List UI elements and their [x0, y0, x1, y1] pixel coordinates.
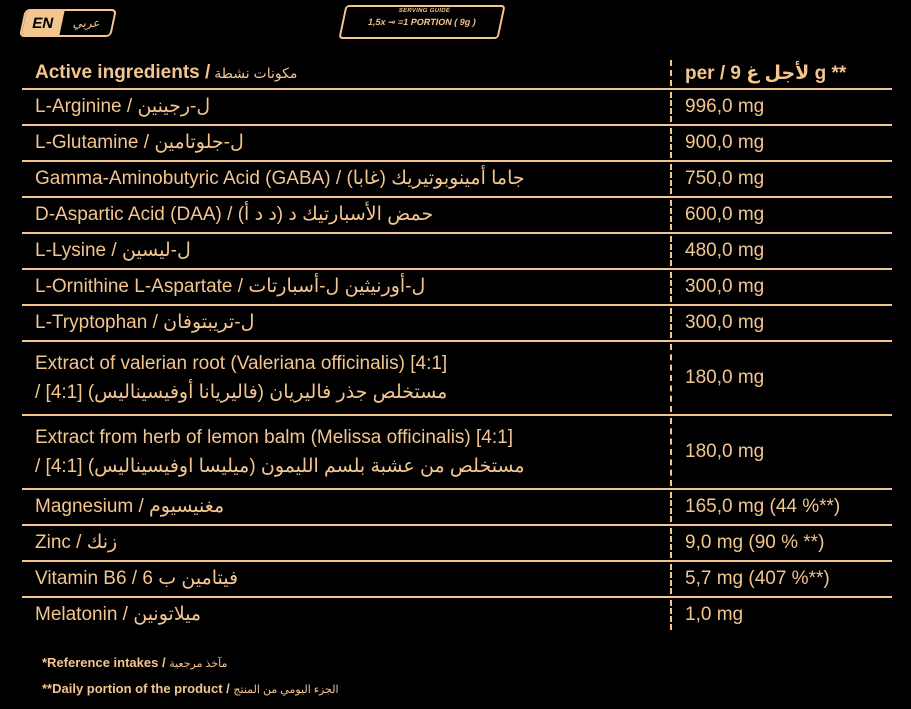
table-header [22, 58, 892, 90]
header-name-ar: مكونات نشطة [214, 65, 298, 81]
column-divider [670, 92, 672, 122]
language-toggle[interactable] [19, 9, 117, 37]
table-row [22, 90, 892, 126]
ingredient-name [35, 342, 660, 414]
serving-guide [338, 5, 505, 39]
header-name-en: Active ingredients / [35, 62, 211, 83]
column-divider [670, 272, 672, 302]
ingredient-name [35, 416, 660, 488]
ingredient-amount: 996,0 mg [685, 96, 765, 117]
column-divider [670, 200, 672, 230]
column-divider [670, 128, 672, 158]
lang-en-button[interactable]: EN [21, 11, 64, 35]
serving-guide-title: SERVING GUIDE [397, 8, 451, 14]
ingredient-name: Melatonin / ميلاتونين [35, 604, 202, 625]
ingredient-amount: 480,0 mg [685, 240, 765, 261]
column-divider [670, 564, 672, 594]
footnotes [42, 650, 339, 702]
header-active-ingredients [35, 58, 660, 88]
ingredient-name: L-Ornithine L-Aspartate / ل-أورنيثين ل-أسبارتات [35, 276, 426, 297]
ingredient-name-line2: / [4:1] مستخلص من عشبة بلسم الليمون (ميليسا اوفيسيناليس) [35, 456, 525, 477]
table-row [22, 490, 892, 526]
ingredient-name: L-Glutamine / ل-جلوتامين [35, 132, 244, 153]
ingredient-name-line2: / [4:1] مستخلص جذر فاليريان (فاليريانا أوفيسيناليس) [35, 382, 448, 403]
footnote-daily-en: **Daily portion of the product / [42, 681, 230, 696]
ingredient-name: Zinc / زنك [35, 532, 118, 553]
ingredient-amount: 300,0 mg [685, 276, 765, 297]
ingredient-name: Vitamin B6 / فيتامين ب 6 [35, 568, 239, 589]
column-divider [670, 418, 672, 486]
column-divider [670, 528, 672, 558]
ingredient-amount: 300,0 mg [685, 312, 765, 333]
footnote-reference-ar: مآخذ مرجعية [169, 658, 228, 670]
table-row [22, 198, 892, 234]
column-divider [670, 344, 672, 412]
column-divider [670, 60, 672, 86]
ingredient-name: Gamma-Aminobutyric Acid (GABA) / جاما أمينوبوتيريك (غابا) [35, 168, 525, 189]
ingredient-amount: 1,0 mg [685, 604, 744, 625]
table-row [22, 342, 892, 416]
ingredient-amount: 5,7 mg (407 %**) [685, 568, 830, 589]
ingredient-amount: 750,0 mg [685, 168, 765, 189]
ingredient-name: D-Aspartic Acid (DAA) / حمض الأسبارتيك د (د د أ) [35, 204, 434, 225]
ingredient-name-line1: Extract of valerian root (Valeriana officinalis) [4:1] [35, 353, 448, 374]
table-row [22, 598, 892, 632]
ingredient-amount: 900,0 mg [685, 132, 765, 153]
ingredients-table [22, 58, 892, 632]
footnote-reference-en: *Reference intakes / [42, 655, 166, 670]
footnote-daily [42, 676, 339, 702]
ingredient-amount: 9,0 mg (90 % **) [685, 532, 825, 553]
ingredient-name: L-Tryptophan / ل-تريبتوفان [35, 312, 255, 333]
ingredient-amount: 180,0 mg [685, 367, 765, 388]
lang-ar-button[interactable]: عربي [71, 16, 103, 30]
table-row [22, 526, 892, 562]
table-row [22, 162, 892, 198]
ingredient-amount: 600,0 mg [685, 204, 765, 225]
column-divider [670, 236, 672, 266]
footnote-reference [42, 650, 339, 676]
table-row [22, 562, 892, 598]
ingredient-name: Magnesium / مغنيسيوم [35, 496, 225, 517]
header-per-portion: per / لأجل غ 9 g ** [685, 62, 847, 84]
ingredient-name: L-Lysine / ل-ليسين [35, 240, 191, 261]
column-divider [670, 492, 672, 522]
ingredient-amount: 180,0 mg [685, 441, 765, 462]
footnote-daily-ar: الجزء اليومي من المنتج [233, 684, 339, 696]
column-divider [670, 164, 672, 194]
table-row [22, 416, 892, 490]
column-divider [670, 600, 672, 630]
serving-guide-line: 1,5x ⊸ =1 PORTION ( 9g ) [367, 17, 477, 27]
ingredient-name: L-Arginine / ل-رجينين [35, 96, 211, 117]
table-row [22, 126, 892, 162]
ingredient-amount: 165,0 mg (44 %**) [685, 496, 841, 517]
table-row [22, 234, 892, 270]
table-row [22, 306, 892, 342]
table-row [22, 270, 892, 306]
ingredient-name-line1: Extract from herb of lemon balm (Melissa officinalis) [4:1] [35, 427, 513, 448]
column-divider [670, 308, 672, 338]
